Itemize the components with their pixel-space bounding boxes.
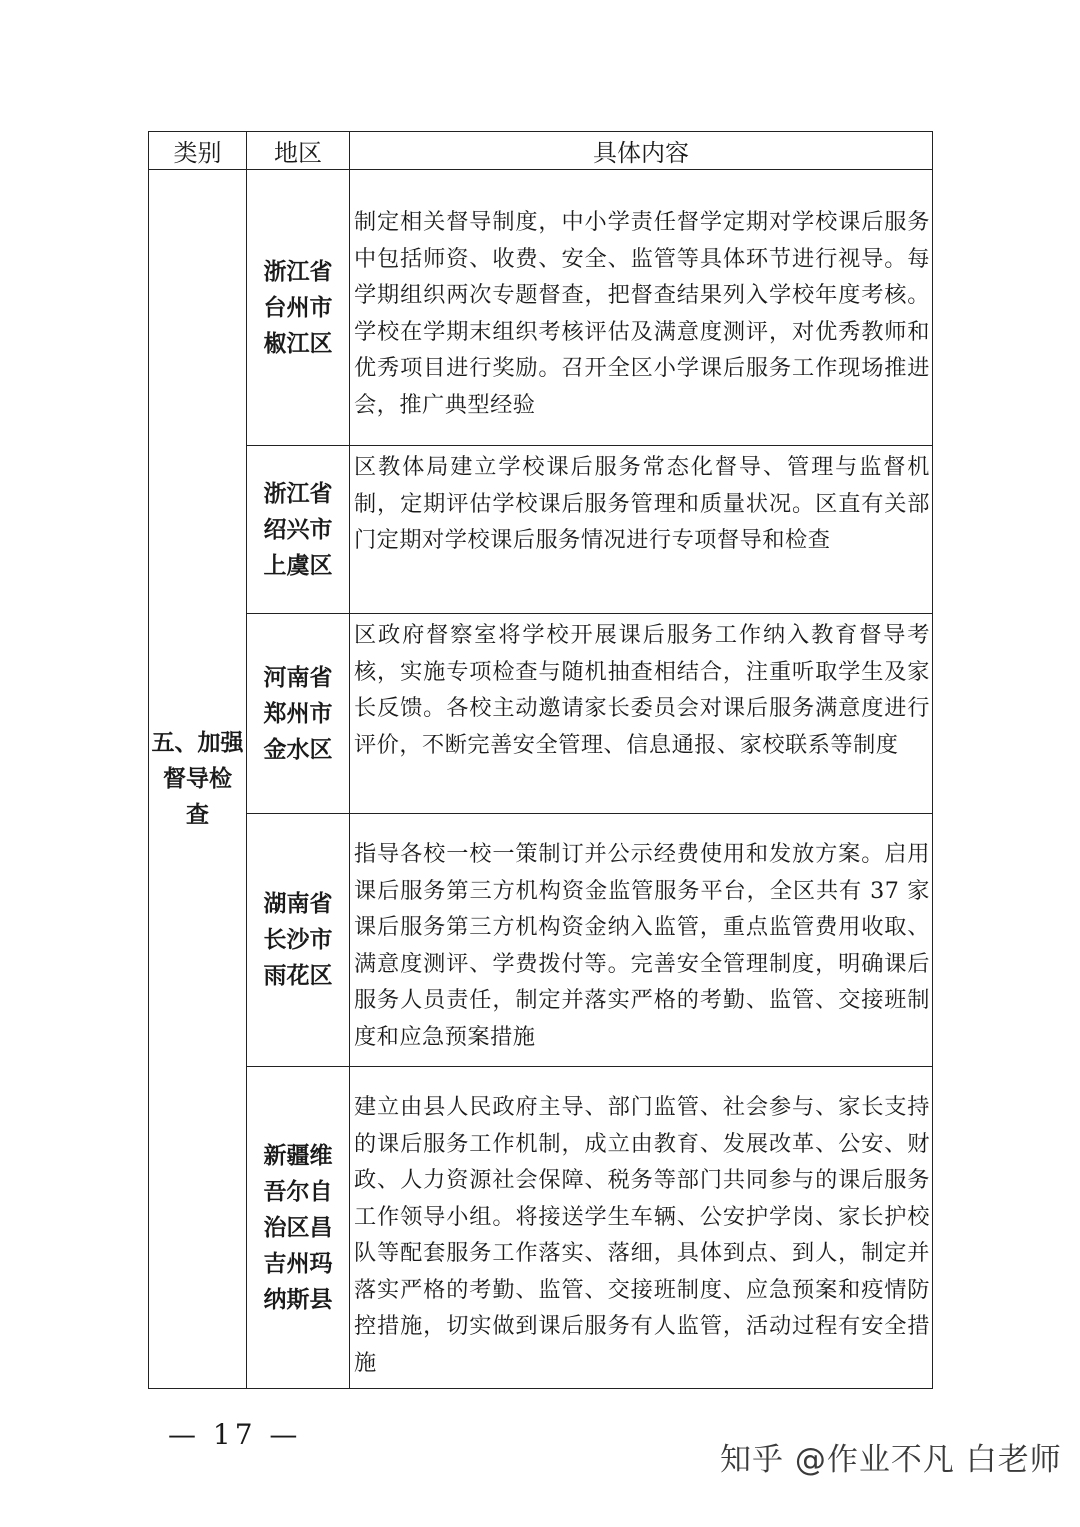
category-line: 督导检 [163, 766, 232, 792]
header-region: 地区 [247, 132, 350, 170]
region-line: 纳斯县 [263, 1286, 333, 1313]
content-cell: 建立由县人民政府主导、部门监管、社会参与、家长支持的课后服务工作机制，成立由教育、发展改革、公安、财政、人力资源社会保障、税务等部门共同参与的课后服务工作领导小组。将接送学生车辆、公安护学岗、家长护校队等配套服务工作落实、落细，具体到点、到人，制定并落实严格的考勤、监管、交接班制度、应急预案和疫情防控措施，切实做到课后服务有人监管，活动过程有安全措施 [350, 1067, 933, 1389]
table-row [149, 1067, 933, 1389]
region-cell [247, 614, 350, 814]
header-content: 具体内容 [350, 132, 933, 170]
region-line: 绍兴市 [263, 516, 333, 543]
region-line: 长沙市 [263, 927, 333, 953]
region-line: 浙江省 [263, 258, 333, 285]
watermark: 知乎 @作业不凡 白老师 [720, 1442, 1062, 1478]
region-line: 椒江区 [263, 330, 333, 357]
table-row [149, 814, 933, 1067]
region-line: 郑州市 [263, 700, 333, 727]
content-cell: 区教体局建立学校课后服务常态化督导、管理与监督机制，定期评估学校课后服务管理和质量状况。区直有关部门定期对学校课后服务情况进行专项督导和检查 [350, 446, 933, 614]
region-line: 治区昌 [263, 1214, 333, 1241]
region-line: 河南省 [263, 664, 333, 691]
region-cell [247, 1067, 350, 1389]
category-line: 五、加强 [151, 730, 244, 756]
region-line: 吾尔自 [263, 1178, 333, 1205]
region-line: 新疆维 [263, 1142, 333, 1169]
page-number: — 17 — [168, 1418, 302, 1451]
category-cell [149, 170, 247, 1389]
table-row [149, 614, 933, 814]
header-category: 类别 [149, 132, 247, 170]
content-cell: 制定相关督导制度，中小学责任督学定期对学校课后服务中包括师资、收费、安全、监管等具体环节进行视导。每学期组织两次专题督查，把督查结果列入学校年度考核。学校在学期末组织考核评估及满意度测评，对优秀教师和优秀项目进行奖励。召开全区小学课后服务工作现场推进会，推广典型经验 [350, 170, 933, 446]
region-line: 台州市 [263, 294, 333, 321]
region-cell [247, 446, 350, 614]
region-cell [247, 170, 350, 446]
table-row [149, 446, 933, 614]
region-line: 湖南省 [263, 891, 333, 917]
content-cell: 区政府督察室将学校开展课后服务工作纳入教育督导考核，实施专项检查与随机抽查相结合，注重听取学生及家长反馈。各校主动邀请家长委员会对课后服务满意度进行评价，不断完善安全管理、信息通报、家校联系等制度 [350, 614, 933, 814]
category-line: 查 [186, 802, 209, 828]
region-cell [247, 814, 350, 1067]
region-line: 雨花区 [263, 963, 333, 989]
policy-table [148, 131, 933, 1389]
region-line: 上虞区 [263, 552, 333, 579]
region-line: 浙江省 [263, 480, 333, 507]
region-line: 吉州玛 [263, 1250, 333, 1277]
content-cell: 指导各校一校一策制订并公示经费使用和发放方案。启用课后服务第三方机构资金监管服务平台，全区共有 37 家课后服务第三方机构资金纳入监管，重点监管费用收取、满意度测评、学费拨付等。完善安全管理制度，明确课后服务人员责任，制定并落实严格的考勤、监管、交接班制度和应急预案措施 [350, 814, 933, 1067]
table-row [149, 170, 933, 446]
region-line: 金水区 [263, 736, 333, 763]
table-header-row [149, 132, 933, 170]
